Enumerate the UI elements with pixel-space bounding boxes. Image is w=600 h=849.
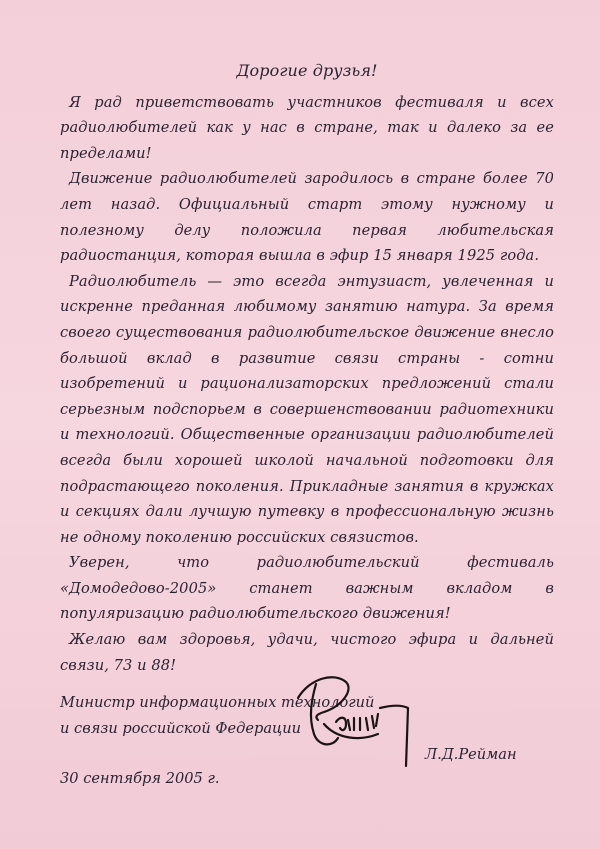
letter-paragraph-4: Уверен, что радиолюбительский фестиваль «Домодедово-2005» станет важным вкладом в популяризацию радиолюбительского движения!: [60, 554, 554, 623]
letter-paragraph-2: Движение радиолюбителей зародилось в стране более 70 лет назад. Официальный старт этому нужному и полезному делу положила первая любительская радиостанция, которая вышла в эфир 15 января 1925 года.: [60, 170, 554, 265]
signatory-name: Л.Д.Рейман: [425, 746, 517, 763]
signatory-title-line-1: Министр информационных технологий: [60, 694, 375, 711]
letter-greeting: Дорогие друзья!: [236, 61, 378, 80]
letter-paragraph-5: Желаю вам здоровья, удачи, чистого эфира и дальней связи, 73 и 88!: [60, 631, 554, 674]
handwritten-signature: [288, 668, 422, 770]
letter-date: 30 сентября 2005 г.: [60, 770, 220, 787]
letter-paragraph-1: Я рад приветствовать участников фестиваля и всех радиолюбителей как у нас в стране, так и далеко за ее пределами!: [60, 93, 554, 162]
letter-paragraph-3: Радиолюбитель — это всегда энтузиаст, увлеченная и искренне преданная любимому занятию натура. За время своего существования радиолюбительское движение внесло большой вклад в развитие связи страны - сотни изобретений и рационализаторских предложений стали серьезным подспорьем в совершенствовании радиотехники и технологий. Общественные организации радиолюбителей всегда были хорошей школой начальной подготовки для подрастающего поколения. Прикладные занятия в кружках и секциях дали лучшую путевку в профессиональную жизнь не одному поколению российских связистов.: [60, 272, 554, 546]
signatory-title-line-2: и связи российской Федерации: [60, 720, 302, 737]
letter-body: [60, 58, 554, 678]
